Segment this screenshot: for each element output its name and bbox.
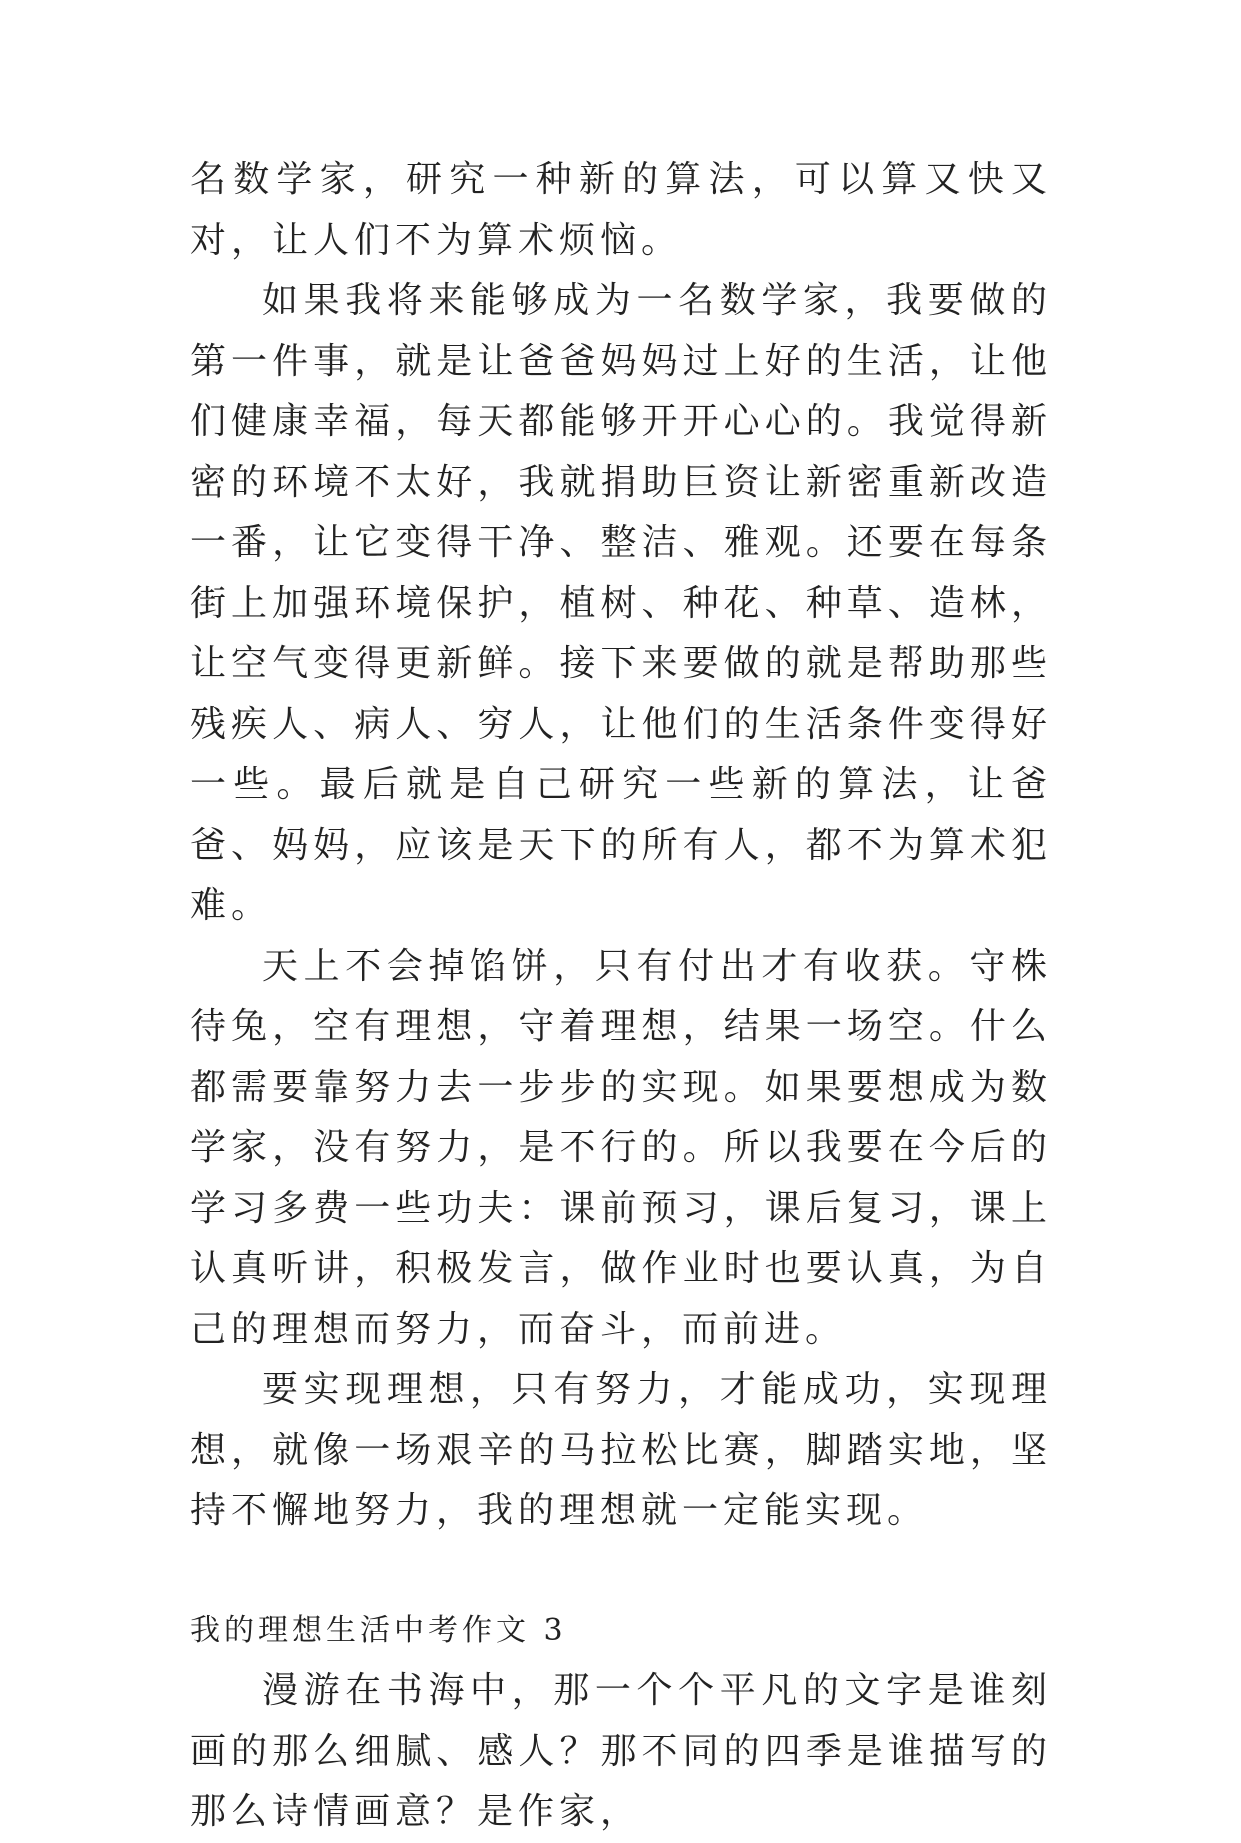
paragraph: 天上不会掉馅饼，只有付出才有收获。守株待兔，空有理想，守着理想，结果一场空。什么都需要靠努力去一步步的实现。如果要想成为数学家，没有努力，是不行的。所以我要在今后的学习多费一些功夫：课前预习，课后复习，课上认真听讲，积极发言，做作业时也要认真，为自己的理想而努力，而奋斗，而前进。	[190, 945, 1052, 1350]
paragraph: 要实现理想，只有努力，才能成功，实现理想，就像一场艰辛的马拉松比赛，脚踏实地，坚持不懈地努力，我的理想就一定能实现。	[190, 1369, 1052, 1531]
document-page	[190, 150, 1052, 1843]
paragraph: 如果我将来能够成为一名数学家，我要做的第一件事，就是让爸爸妈妈过上好的生活，让他们健康幸福，每天都能够开开心心的。我觉得新密的环境不太好，我就捐助巨资让新密重新改造一番，让它变得干净、整洁、雅观。还要在每条街上加强环境保护，植树、种花、种草、造林，让空气变得更新鲜。接下来要做的就是帮助那些残疾人、病人、穷人，让他们的生活条件变得好一些。最后就是自己研究一些新的算法，让爸爸、妈妈，应该是天下的所有人，都不为算术犯难。	[190, 280, 1052, 926]
section-title: 我的理想生活中考作文 3	[190, 1612, 567, 1648]
paragraph: 漫游在书海中，那一个个平凡的文字是谁刻画的那么细腻、感人？那不同的四季是谁描写的那么诗情画意？是作家，	[190, 1670, 1052, 1832]
document-body	[190, 150, 1052, 1542]
paragraph-continued: 名数学家，研究一种新的算法，可以算又快又对，让人们不为算术烦恼。	[190, 159, 1052, 261]
section-body	[190, 1661, 1052, 1843]
